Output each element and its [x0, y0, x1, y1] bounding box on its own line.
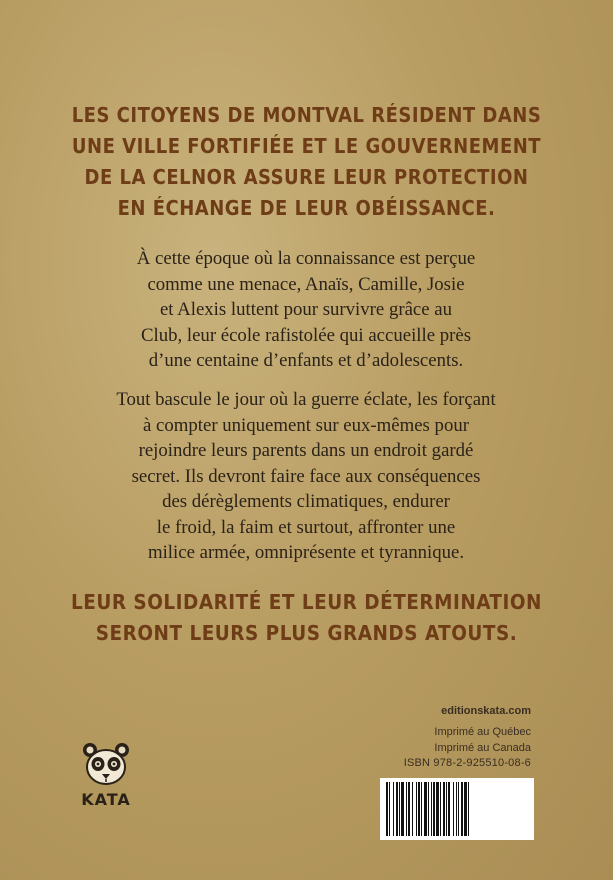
headline-bottom-line: LEUR SOLIDARITÉ ET LEUR DÉTERMINATION [70, 590, 542, 614]
paragraph-line: À cette époque où la connaissance est perçue [136, 248, 476, 269]
isbn-number: ISBN 978-2-925510-08-6 [403, 757, 531, 769]
paragraph-line: à compter uniquement sur eux-mêmes pour [143, 414, 469, 436]
paragraph-line: le froid, la faim et surtout, affronter une [156, 516, 456, 538]
paragraph-line: Club, leur école rafistolée qui accueille près [140, 324, 472, 346]
paragraph-line: d’une centaine d’enfants et d’adolescents. [148, 350, 464, 371]
headline-top-line: EN ÉCHANGE DE LEUR OBÉISSANCE. [117, 196, 496, 220]
headline-bottom-line: SERONT LEURS PLUS GRANDS ATOUTS. [95, 621, 518, 645]
paragraph-line: secret. Ils devront faire face aux conséquences [131, 465, 481, 487]
headline-top-line: DE LA CELNOR ASSURE LEUR PROTECTION [84, 165, 529, 189]
paragraph-line: comme une menace, Anaïs, Camille, Josie [147, 273, 465, 295]
paragraph-line: des dérèglements climatiques, endurer [162, 491, 450, 512]
headline-top-line: LES CITOYENS DE MONTVAL RÉSIDENT DANS [71, 103, 542, 127]
paragraph-line: et Alexis luttent pour survivre grâce au [159, 299, 453, 320]
paragraph-line: milice armée, omniprésente et tyrannique. [147, 542, 465, 563]
paragraph-line: rejoindre leurs parents dans un endroit gardé [138, 440, 474, 461]
paragraph-line: Tout bascule le jour où la guerre éclate, les forçant [116, 389, 496, 410]
paragraph-1 [70, 246, 542, 374]
barcode-icon [380, 778, 534, 840]
headline-top [60, 100, 553, 224]
printed-in-quebec: Imprimé au Québec [434, 726, 531, 738]
printing-info [404, 725, 531, 772]
printed-in-canada: Imprimé au Canada [434, 741, 531, 754]
headline-bottom [60, 587, 553, 649]
paragraph-2 [70, 387, 542, 566]
publisher-name: KATA [81, 790, 131, 809]
publisher-website[interactable]: editionskata.com [441, 705, 531, 717]
headline-top-line: UNE VILLE FORTIFIÉE ET LE GOUVERNEMENT [71, 134, 542, 158]
